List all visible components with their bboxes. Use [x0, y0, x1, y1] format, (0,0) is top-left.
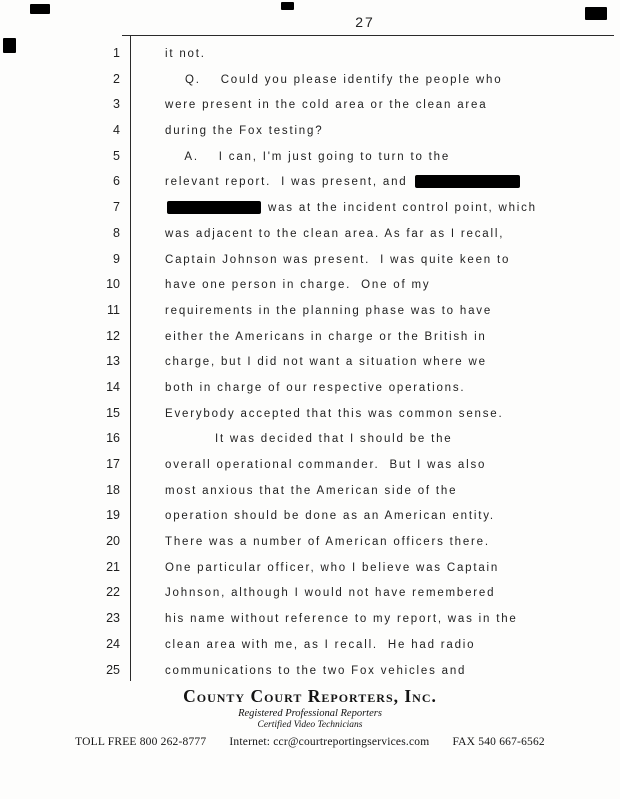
scan-artifact [30, 4, 50, 14]
line-number: 21 [106, 559, 120, 574]
line-text: were present in the cold area or the clean area [165, 99, 488, 112]
transcript-lines [0, 40, 620, 682]
line-number: 20 [106, 534, 120, 549]
transcript-line [0, 246, 620, 272]
line-number: 24 [106, 636, 120, 651]
transcript-line [0, 66, 620, 92]
line-text: relevant report. I was present, and [130, 170, 522, 196]
line-text: operation should be done as an American entity. [165, 510, 495, 523]
line-text: There was a number of American officers there. [165, 536, 490, 549]
line-number: 6 [113, 174, 120, 189]
line-text: Everybody accepted that this was common sense. [165, 407, 504, 420]
line-number: 13 [106, 354, 120, 369]
redaction-bar [415, 175, 520, 188]
line-text: A. I can, I'm just going to turn to the [165, 150, 451, 163]
line-number: 8 [113, 225, 120, 240]
line-number: 19 [106, 508, 120, 523]
line-number: 12 [106, 328, 120, 343]
transcript-line [0, 323, 620, 349]
line-text: have one person in charge. One of my [165, 279, 431, 292]
line-text: was adjacent to the clean area. As far as I recall, [165, 227, 505, 240]
line-text: both in charge of our respective operations. [165, 381, 466, 394]
transcript-line [0, 220, 620, 246]
page-number: 27 [355, 14, 375, 30]
line-text: Johnson, although I would not have remembered [165, 587, 496, 600]
top-rule-divider [122, 35, 614, 36]
line-text: communications to the two Fox vehicles and [165, 664, 467, 677]
line-text: clean area with me, as I recall. He had radio [165, 638, 476, 651]
transcript-line [0, 579, 620, 605]
scan-artifact [281, 2, 294, 10]
transcript-line [0, 605, 620, 631]
line-number: 18 [106, 482, 120, 497]
line-text: most anxious that the American side of the [165, 484, 458, 497]
line-text: during the Fox testing? [165, 125, 324, 138]
transcript-line [0, 631, 620, 657]
transcript-line [0, 40, 620, 66]
line-text: requirements in the planning phase was to have [165, 304, 493, 317]
line-text: it not. [165, 48, 206, 60]
transcript-line [0, 502, 620, 528]
transcript-line [0, 451, 620, 477]
line-text: was at the incident control point, which [130, 196, 537, 222]
line-number: 17 [106, 457, 120, 471]
footer-toll-free: TOLL FREE 800 262-8777 [75, 736, 207, 748]
line-text: charge, but I did not want a situation where we [165, 356, 487, 369]
transcript-line [0, 194, 620, 220]
line-number: 14 [106, 379, 120, 394]
line-number: 15 [106, 405, 120, 420]
footer-internet-address: Internet: ccr@courtreportingservices.com [229, 736, 430, 748]
transcript-line [0, 297, 620, 323]
line-number: 4 [113, 123, 120, 138]
line-number: 10 [106, 277, 120, 292]
transcript-line [0, 374, 620, 400]
line-number: 11 [107, 302, 120, 317]
line-number: 9 [113, 251, 120, 266]
footer-subtitle-reporters: Registered Professional Reporters [238, 708, 382, 719]
footer-contact-line [0, 736, 620, 748]
footer-company-name: County Court Reporters, Inc. [183, 686, 437, 706]
line-number: 1 [113, 46, 120, 60]
line-number: 23 [106, 611, 120, 626]
transcript-line [0, 657, 620, 683]
line-number: 3 [113, 97, 120, 112]
transcript-line [0, 271, 620, 297]
line-text: It was decided that I should be the [165, 433, 453, 446]
line-number: 7 [113, 200, 120, 215]
transcript-line [0, 554, 620, 580]
line-text: Q. Could you please identify the people who [165, 73, 503, 86]
transcript-line [0, 117, 620, 143]
redaction-bar [167, 201, 261, 214]
line-text: overall operational commander. But I was also [165, 459, 487, 471]
transcript-line [0, 528, 620, 554]
transcript-line [0, 425, 620, 451]
line-number: 16 [106, 431, 120, 446]
line-text: either the Americans in charge or the British in [165, 330, 487, 343]
transcript-line [0, 143, 620, 169]
line-number: 2 [113, 71, 120, 86]
transcript-line [0, 477, 620, 503]
line-text: One particular officer, who I believe was Captain [165, 561, 500, 574]
transcript-line [0, 348, 620, 374]
reporter-footer [0, 686, 620, 748]
line-number: 25 [106, 662, 120, 677]
transcript-line [0, 91, 620, 117]
transcript-line [0, 400, 620, 426]
transcript-line [0, 168, 620, 194]
footer-subtitle-video: Certified Video Technicians [257, 720, 363, 730]
footer-fax: FAX 540 667-6562 [452, 736, 545, 748]
line-text: his name without reference to my report, was in the [165, 613, 518, 626]
line-number: 5 [113, 148, 120, 163]
line-text: Captain Johnson was present. I was quite keen to [165, 253, 511, 266]
line-number: 22 [106, 585, 120, 600]
